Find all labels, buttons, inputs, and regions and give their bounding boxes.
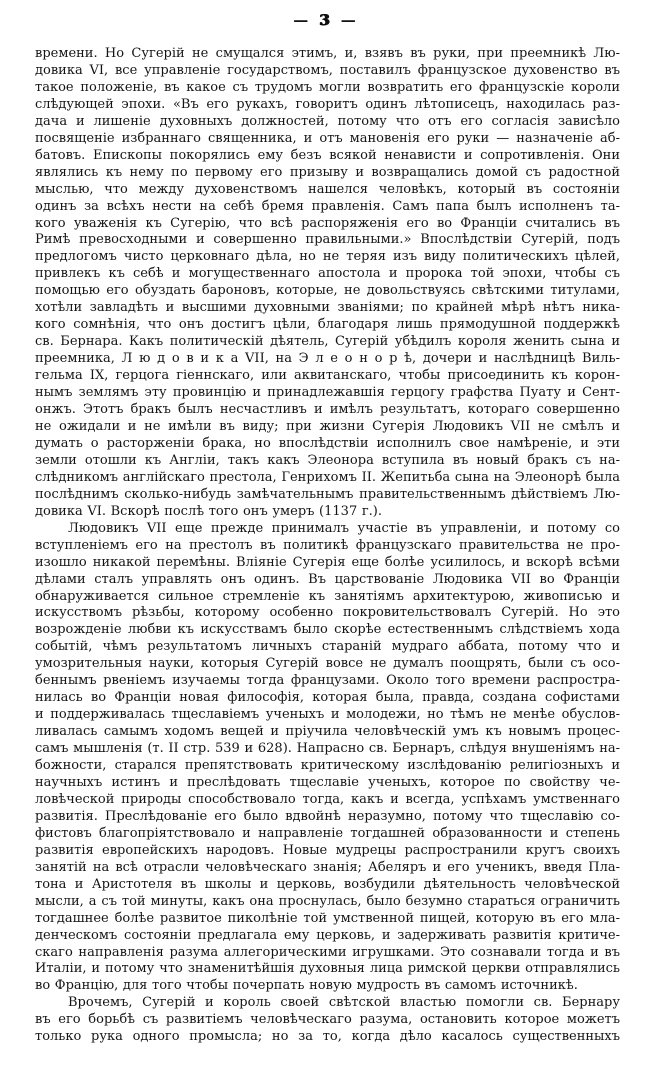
text-line: фистовъ благопріятствовало и направленіе тогдашней образованности и степень xyxy=(35,825,620,841)
text-line: слѣдникомъ англійскаго престола, Генрихомъ II. Жепитьба сына на Элеонорѣ была xyxy=(35,469,620,485)
text-line: Людовикъ VII еще прежде принималъ участіе въ управленіи, и потому со xyxy=(68,520,620,536)
text-line: думать о расторженіи брака, но впослѣдствіи исполнилъ свое намѣреніе, и эти xyxy=(35,435,620,451)
text-line: Врочемъ, Сугерій и король своей свѣтской властью помогли св. Бернару xyxy=(68,995,620,1011)
text-line: Римѣ превосходными и совершенно правильными.» Впослѣдствіи Сугерій, подъ xyxy=(35,232,620,248)
text-line: тогдашнее болѣе развитое пиколѣніе той умственной пищей, которую въ его мла- xyxy=(35,910,620,926)
text-block xyxy=(35,46,620,1046)
text-line: гельма IX, герцога гіеннскаго, или аквитанскаго, чтобы присоединить къ корон- xyxy=(35,368,620,384)
text-line: научныхъ истинъ и преслѣдовать тщеславіе ученыхъ, которое по свойству че- xyxy=(35,774,620,790)
text-line: Италіи, и потому что знаменитѣйшія духовныя лица римской церкви отправлялись xyxy=(35,961,620,977)
text-line: ловѣческой природы способствовало тогда, какъ и всегда, успѣхамъ умственнаго xyxy=(35,791,620,807)
text-line: мысли, а съ той минуты, какъ она проснулась, было безумно стараться ограничить xyxy=(35,893,620,909)
text-line: кого сомнѣнія, что онъ достигъ цѣли, благодаря лишь прямодушной поддержкѣ xyxy=(35,317,620,333)
text-line: нилась во Франціи новая философія, которая была, правда, создана софистами xyxy=(35,690,620,706)
text-line: изошло никакой перемѣны. Вліяніе Сугерія еще болѣе усилилось, и вскорѣ всѣми xyxy=(35,554,620,570)
text-line: умозрительныя науки, которыя Сугерій вовсе не думалъ поощрять, были съ осо- xyxy=(35,656,620,672)
text-line: хотѣли завладѣть и высшими духовными званіями; по крайней мѣрѣ нѣтъ ника- xyxy=(35,300,620,316)
text-line: самъ мышленія (т. II стр. 539 и 628). Напрасно св. Бернаръ, слѣдуя внушеніямъ на- xyxy=(35,741,620,757)
text-line: св. Бернара. Какъ политическій дѣятель, Сугерій убѣдилъ короля женить сына и xyxy=(35,334,620,350)
text-line: онжъ. Этотъ бракъ былъ несчастливъ и имѣлъ результатъ, котораго совершенно xyxy=(35,402,620,418)
page-number: 3 xyxy=(319,11,331,29)
text-line: возрожденіе любви къ искусствамъ было скорѣе естественнымъ слѣдствіемъ хода xyxy=(35,622,620,638)
text-line: довика VI. Вскорѣ послѣ того онъ умеръ (1137 г.). xyxy=(35,503,382,519)
text-line: помощью его обуздать бароновъ, которые, не довольствуясь свѣтскими титулами, xyxy=(35,283,620,299)
text-line: событій, чѣмъ результатомъ личныхъ стараній мудраго аббата, потому что и xyxy=(35,639,620,655)
text-line: послѣднимъ сколько-нибудь замѣчательнымъ правительственнымъ дѣйствіемъ Лю- xyxy=(35,486,620,502)
text-line: и поддерживалась тщеславіемъ ученыхъ и молодежи, но тѣмъ не менѣе обуслов- xyxy=(35,707,620,723)
text-line: являлись къ нему по первому его призыву и возвращались домой съ радостной xyxy=(35,164,620,180)
text-line: одинъ за всѣхъ нести на себѣ бремя правленія. Самъ папа былъ исполненъ та- xyxy=(35,198,620,214)
text-line: привлекъ къ себѣ и могущественнаго апостола и пророка той эпохи, чтобы съ xyxy=(35,266,620,282)
text-line: ливалась самымъ ходомъ вещей и пріучила человѣческій умъ къ новымъ процес- xyxy=(35,724,620,740)
text-line: времени. Но Сугерій не смущался этимъ, и, взявъ въ руки, при преемникѣ Лю- xyxy=(35,46,620,61)
text-line: предлогомъ чисто церковнаго дѣла, но не теряя изъ виду политическихъ цѣлей, xyxy=(35,249,620,265)
text-line: во Францію, для того чтобы почерпать новую мудрость въ самомъ источникѣ. xyxy=(35,978,578,994)
text-line: развитія европейскихъ народовъ. Новые мудрецы распространили кругъ своихъ xyxy=(35,842,620,858)
header-dash-left: — xyxy=(293,11,310,29)
text-line: искусствомъ рѣзьбы, которому особенно покровительствовалъ Сугерій. Но это xyxy=(35,605,620,621)
text-line: только рука одного промысла; но за то, когда дѣло касалось существенныхъ xyxy=(35,1029,620,1045)
text-line: нымъ землямъ эту провинцію и принадлежавшія герцогу графства Пуату и Сент- xyxy=(35,385,620,401)
text-line: тона и Аристотеля въ школы и церковь, возбудили дѣятельность человѣческой xyxy=(35,876,620,892)
text-line: въ его борьбѣ съ развитіемъ человѣческаго разума, остановить которое можетъ xyxy=(35,1012,620,1028)
text-line: земли отошли къ Англіи, такъ какъ Элеонора вступила въ новый бракъ съ на- xyxy=(35,452,620,468)
text-line: мыслью, что между духовенствомъ нашелся человѣкъ, который въ состояніи xyxy=(35,181,620,197)
text-line: беннымъ рвеніемъ изучаемы тогда французами. Около того времени распростра- xyxy=(35,673,620,689)
text-line: развитія. Преслѣдованіе его было вдвойнѣ неразумно, потому что тщеславію со- xyxy=(35,808,620,824)
text-line: денческомъ состояніи предлагала ему церковь, и задерживать развитія критиче- xyxy=(35,927,620,943)
page-header xyxy=(0,9,650,31)
text-line: батовъ. Епископы покорялись ему безъ всякой ненависти и сопротивленія. Они xyxy=(35,147,620,163)
text-line: посвященіе избраннаго священника, и отъ мановенія его руки — назначеніе аб- xyxy=(35,130,620,146)
text-line: занятій на всѣ отрасли человѣческаго знанія; Абеляръ и его ученикъ, введя Пла- xyxy=(35,859,620,875)
text-line: преемника, Л ю д о в и к а VII, на Э л е о н о р ѣ, дочери и наслѣдницѣ Виль- xyxy=(35,351,620,367)
text-line: обнаруживается сильное стремленіе къ занятіямъ архитектурою, живописью и xyxy=(35,588,620,604)
text-line: дѣлами сталъ управлять онъ одинъ. Въ царствованіе Людовика VII во Франціи xyxy=(35,571,620,587)
text-line: вступленіемъ его на престолъ въ политикѣ французскаго правительства не про- xyxy=(35,537,620,553)
text-line: дача и лишеніе духовныхъ должностей, потому что отъ его согласія зависѣло xyxy=(35,113,620,129)
text-line: не ожидали и не имѣли въ виду; при жизни Сугерія Людовикъ VII не смѣлъ и xyxy=(35,418,620,434)
text-line: довика VI, все управленіе государствомъ, поставилъ французское духовенство въ xyxy=(35,62,620,78)
text-line: такое положеніе, въ какое съ трудомъ могли возвратить его французскіе короли xyxy=(35,79,620,95)
text-line: скаго направленія разума аллегорическими игрушками. Это сознавали тогда и въ xyxy=(35,944,620,960)
text-line: кого уваженія къ Сугерію, что всѣ распоряженія его во Франціи считались въ xyxy=(35,215,620,231)
header-dash-right: — xyxy=(340,11,357,29)
text-line: божности, старался препятствовать критическому изслѣдованію религіозныхъ и xyxy=(35,758,620,774)
text-line: слѣдующей эпохи. «Въ его рукахъ, говоритъ одинъ лѣтописецъ, находилась раз- xyxy=(35,96,620,112)
